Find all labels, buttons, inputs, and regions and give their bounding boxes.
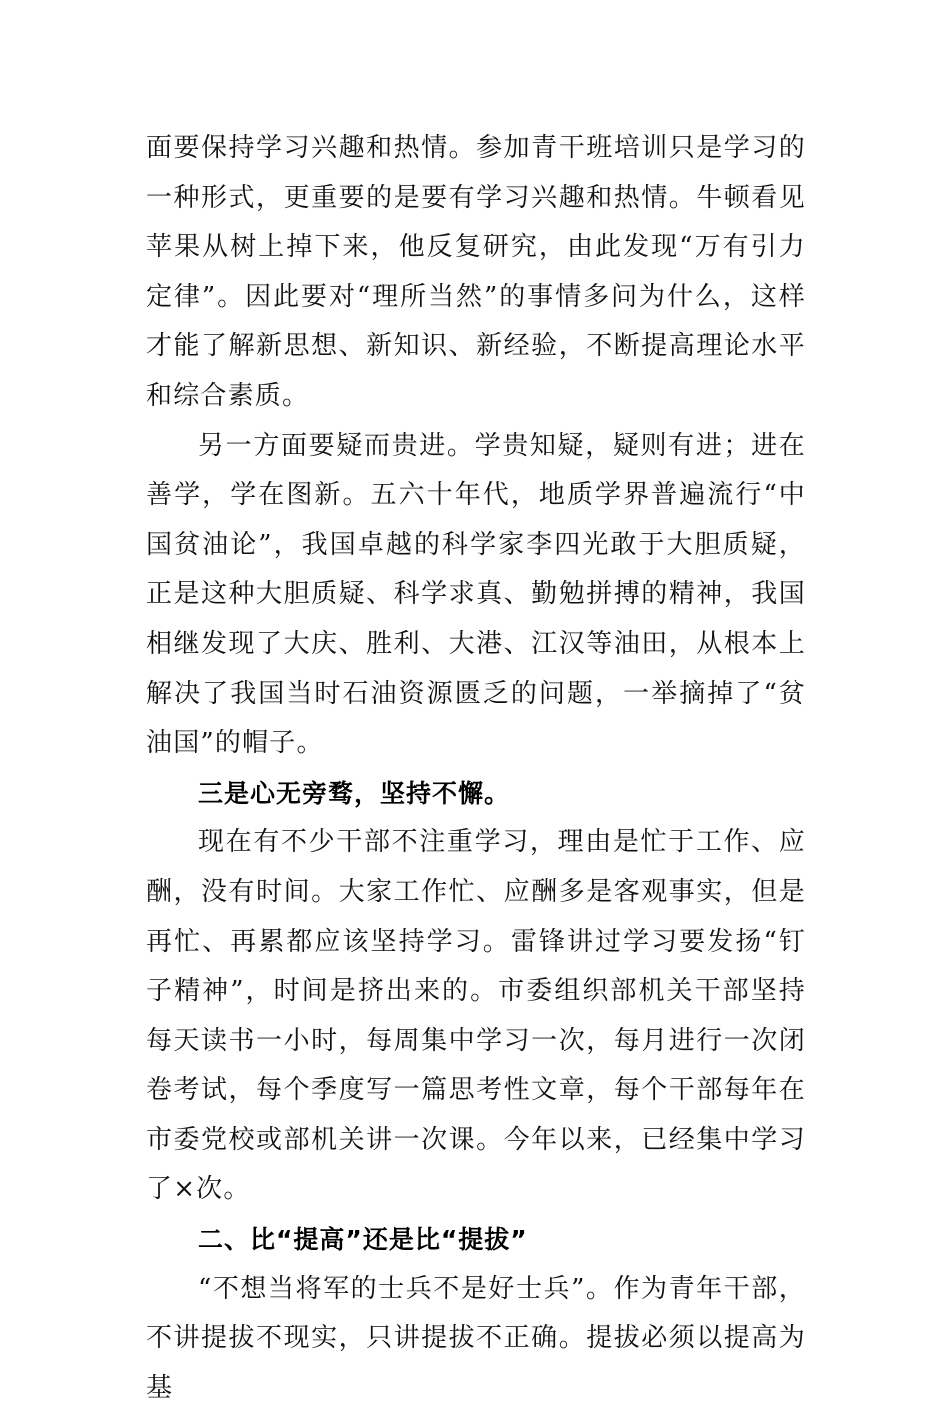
paragraph-persist-in-study: 现在有不少干部不注重学习，理由是忙于工作、应酬，没有时间。大家工作忙、应酬多是客观事实，但是再忙、再累都应该坚持学习。雷锋讲过学习要发扬“钉子精神”，时间是挤出来的。市委组织部机关干部坚持每天读书一小时，每周集中学习一次，每月进行一次闭卷考试，每个季度写一篇思考性文章，每个干部每年在市委党校或部机关讲一次课。今年以来，已经集中学习了×次。 xyxy=(146,827,806,1205)
paragraph-learning-interest: 面要保持学习兴趣和热情。参加青干班培训只是学习的一种形式，更重要的是要有学习兴趣和热情。牛顿看见苹果从树上掉下来，他反复研究，由此发现“万有引力定律”。因此要对“理所当然”的事情多问为什么，这样才能了解新思想、新知识、新经验，不断提高理论水平和综合素质。 xyxy=(146,133,806,411)
section-heading-perseverance: 三是心无旁骛，坚持不懈。 xyxy=(198,778,511,808)
document-body xyxy=(146,124,806,1413)
paragraph-promotion: “不想当将军的士兵不是好士兵”。作为青年干部，不讲提拔不现实，只讲提拔不正确。提拔必须以提高为基 xyxy=(146,1273,806,1403)
section-heading-improvement-vs-promotion: 二、比“提高”还是比“提拔” xyxy=(198,1225,528,1255)
paragraph-doubt-and-progress: 另一方面要疑而贵进。学贵知疑，疑则有进；进在善学，学在图新。五六十年代，地质学界普遍流行“中国贫油论”，我国卓越的科学家李四光敢于大胆质疑，正是这种大胆质疑、科学求真、勤勉拼搏的精神，我国相继发现了大庆、胜利、大港、江汉等油田，从根本上解决了我国当时石油资源匮乏的问题，一举摘掉了“贫油国”的帽子。 xyxy=(146,430,806,759)
